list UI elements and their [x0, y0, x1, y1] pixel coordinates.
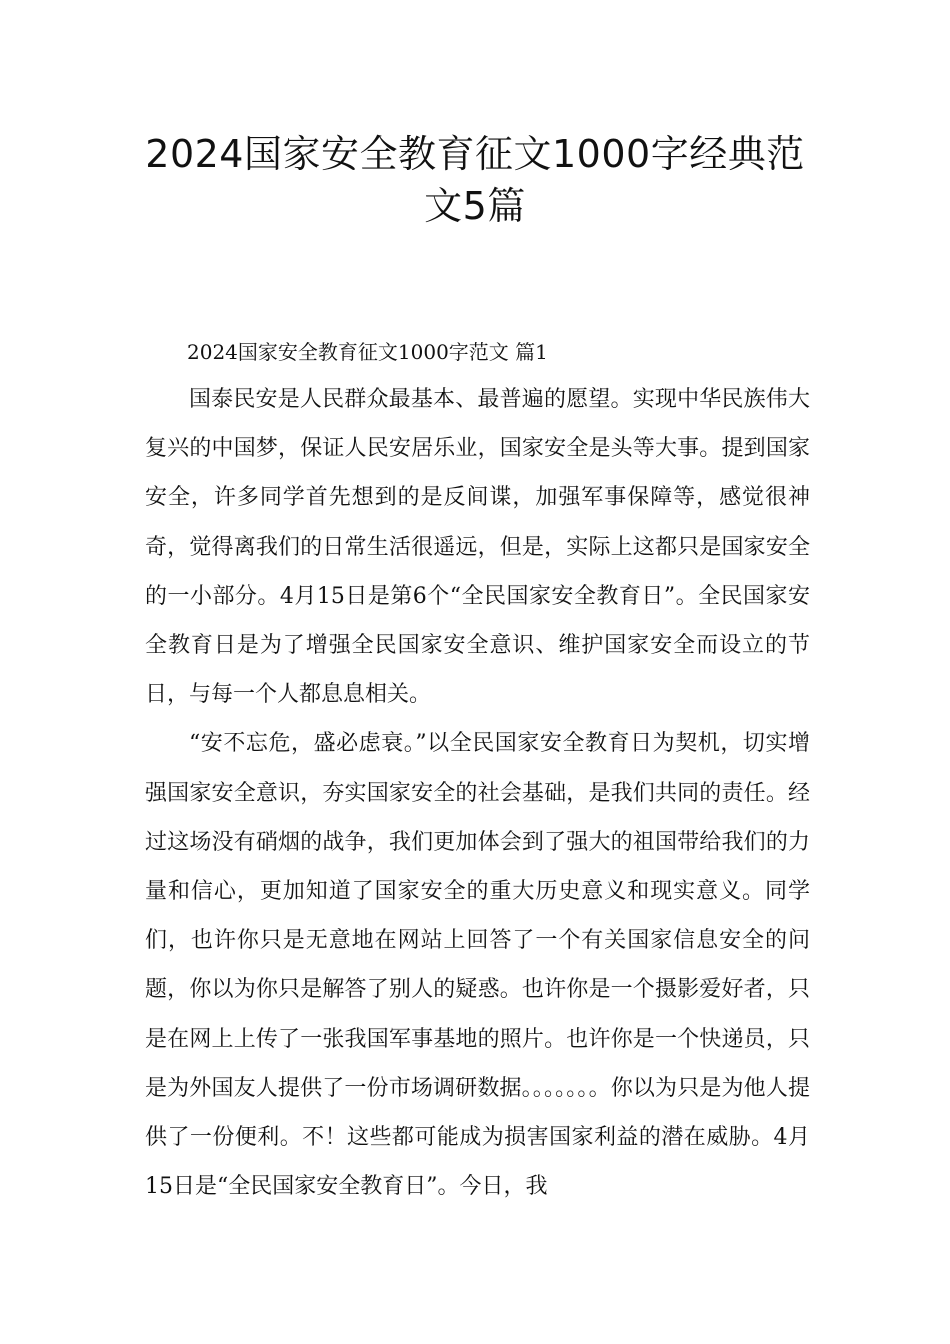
section-heading: 2024国家安全教育征文1000字范文 篇1 — [187, 340, 548, 364]
paragraph-2: “安不忘危，盛必虑衰。”以全民国家安全教育日为契机，切实增强国家安全意识，夯实国家安全的社会基础，是我们共同的责任。经过这场没有硝烟的战争，我们更加体会到了强大的祖国带给我们的力量和信心，更加知道了国家安全的重大历史意义和现实意义。同学们，也许你只是无意地在网站上回答了一个有关国家信息安全的问题，你以为你只是解答了别人的疑惑。也许你是一个摄影爱好者，只是在网上上传了一张我国军事基地的照片。也许你是一个快递员，只是为外国友人提供了一份市场调研数据。。。。。。。你以为只是为他人提供了一份便利。不！这些都可能成为损害国家利益的潜在威胁。4月15日是“全民国家安全教育日”。今日，我 — [145, 731, 810, 1200]
title-line-1: 2024国家安全教育征文1000字经典范 — [145, 132, 805, 176]
document-title — [120, 128, 830, 232]
title-line-2: 文5篇 — [424, 184, 526, 228]
paragraph-1: 国泰民安是人民群众最基本、最普遍的愿望。实现中华民族伟大复兴的中国梦，保证人民安居乐业，国家安全是头等大事。提到国家安全，许多同学首先想到的是反间谍，加强军事保障等，感觉很神奇，觉得离我们的日常生活很遥远，但是，实际上这都只是国家安全的一小部分。4月15日是第6个“全民国家安全教育日”。全民国家安全教育日是为了增强全民国家安全意识、维护国家安全而设立的节日，与每一个人都息息相关。 — [145, 387, 810, 708]
body-text — [145, 375, 810, 1211]
